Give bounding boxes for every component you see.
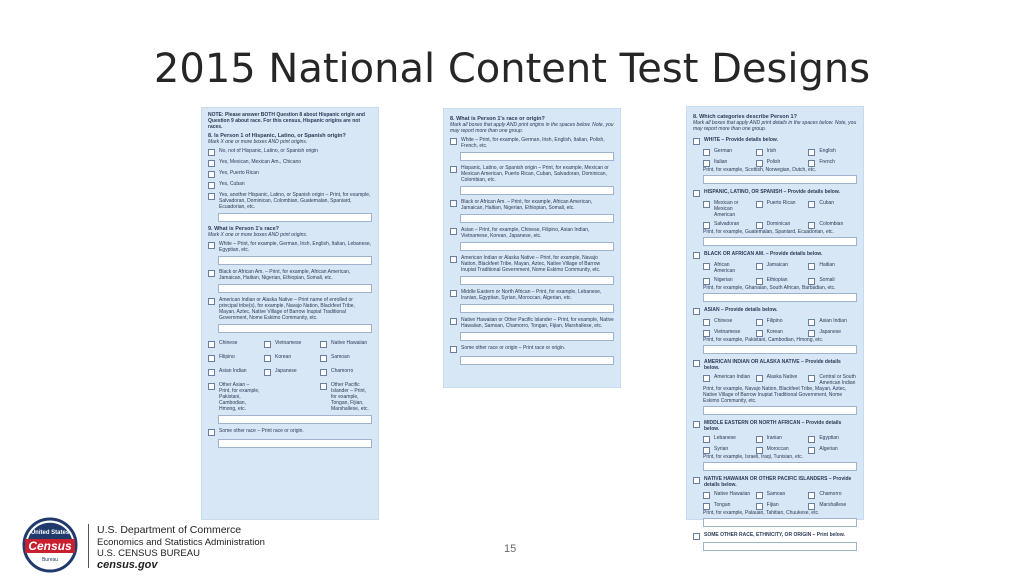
checkbox[interactable] — [320, 341, 327, 348]
form1-q9-option: Black or African Am. – Print, for example, African American, Jamaican, Haitian, Nigerian, Ethiopian, Somali, etc. — [208, 269, 372, 281]
form3-section-header: BLACK OR AFRICAN AM. – Provide details below. — [693, 251, 857, 259]
form3-print-instructions: Print, for example, Scottish, Norwegian, Dutch, etc. — [703, 167, 817, 173]
census-bureau-logo — [22, 517, 78, 573]
write-in-box[interactable] — [703, 293, 857, 302]
write-in-box[interactable] — [460, 332, 614, 341]
slide-title: 2015 National Content Test Designs — [153, 46, 871, 92]
grid-option: Samoan — [320, 354, 372, 362]
write-in-box[interactable] — [460, 186, 614, 195]
dept-line-1: U.S. Department of Commerce — [97, 524, 242, 536]
grid-spacer — [264, 382, 316, 412]
write-in-box[interactable] — [460, 276, 614, 285]
form3-section-header: HISPANIC, LATINO, OR SPANISH – Provide details below. — [693, 189, 857, 197]
checkbox[interactable] — [320, 383, 327, 390]
checkbox[interactable] — [703, 278, 710, 285]
form2-option: Hispanic, Latino, or Spanish origin – Print, for example, Mexican or Mexican American, Puerto Rican, Cuban, Salvadoran, Dominican, Colombian, etc. — [450, 165, 614, 183]
checkbox[interactable] — [450, 166, 457, 173]
form1-other-option: Some other race – Print race or origin. — [208, 428, 372, 436]
checkbox[interactable] — [808, 160, 815, 167]
write-in-box[interactable] — [460, 304, 614, 313]
checkbox[interactable] — [450, 346, 457, 353]
checkbox[interactable] — [703, 436, 710, 443]
write-in-box[interactable] — [460, 214, 614, 223]
form2-option: Asian – Print, for example, Chinese, Filipino, Asian Indian, Vietnamese, Korean, Japanese, etc. — [450, 227, 614, 239]
form3-section-items — [703, 200, 857, 229]
checkbox[interactable] — [756, 447, 763, 454]
checkbox[interactable] — [320, 369, 327, 376]
checkbox[interactable] — [450, 138, 457, 145]
form3-section-items — [703, 491, 857, 510]
form3-item: American Indian — [703, 374, 752, 386]
form3-print-instructions: Print, for example, Pakistani, Cambodian, Hmong, etc. — [703, 337, 824, 343]
form3-section-header: ASIAN – Provide details below. — [693, 307, 857, 315]
form1-q8-instructions: Mark X one or more boxes AND print origins. — [208, 139, 308, 145]
write-in-box[interactable] — [703, 345, 857, 354]
form3-item: Algerian — [808, 446, 857, 454]
form3-item: Nigerian — [703, 277, 752, 285]
checkbox[interactable] — [703, 201, 710, 208]
form1-q8: 8. Is Person 1 of Hispanic, Latino, or Spanish origin? — [208, 133, 346, 139]
checkbox[interactable] — [703, 263, 710, 270]
form3-item: German — [703, 148, 752, 156]
form3-item: Fijian — [756, 502, 805, 510]
write-in-box[interactable] — [703, 175, 857, 184]
form3-sections — [693, 137, 857, 551]
checkbox[interactable] — [693, 308, 700, 315]
checkbox[interactable] — [703, 492, 710, 499]
checkbox[interactable] — [808, 436, 815, 443]
checkbox[interactable] — [703, 503, 710, 510]
checkbox[interactable] — [756, 160, 763, 167]
form3-item: Syrian — [703, 446, 752, 454]
write-in-box[interactable] — [218, 324, 372, 333]
logo-text-main: Census — [28, 539, 72, 553]
checkbox[interactable] — [208, 355, 215, 362]
checkbox[interactable] — [450, 228, 457, 235]
form3-section-header: NATIVE HAWAIIAN OR OTHER PACIFIC ISLANDERS – Provide details below. — [693, 476, 857, 488]
checkbox[interactable] — [693, 138, 700, 145]
checkbox[interactable] — [756, 436, 763, 443]
checkbox[interactable] — [208, 383, 215, 390]
write-in-box[interactable] — [703, 406, 857, 415]
form1-q9-instructions: Mark X one or more boxes AND print origins. — [208, 232, 308, 238]
form3-item: Ethiopian — [756, 277, 805, 285]
census-website[interactable]: census.gov — [97, 558, 158, 571]
logo-text-top: United States — [30, 530, 70, 536]
form2-option: Native Hawaiian or Other Pacific Islander – Print, for example, Native Hawaiian, Samoan, Chamorro, Tongan, Fijian, Marshallese, etc. — [450, 317, 614, 329]
form3-item: Native Hawaiian — [703, 491, 752, 499]
grid-option: Japanese — [264, 368, 316, 376]
form2-q8-instructions: Mark all boxes that apply AND print origins in the spaces below. Note, you may report more than one group. — [450, 122, 614, 134]
form1-q8-option: No, not of Hispanic, Latino, or Spanish origin — [208, 148, 372, 156]
checkbox[interactable] — [208, 160, 215, 167]
form3-section-items — [703, 148, 857, 167]
form3-item: Alaska Native — [756, 374, 805, 386]
form1-q9-option: White – Print, for example, German, Irish, English, Italian, Lebanese, Egyptian, etc. — [208, 241, 372, 253]
form3-item: Salvadoran — [703, 221, 752, 229]
form-design-2 — [443, 108, 621, 388]
write-in-box[interactable] — [218, 439, 372, 448]
form1-q9: 9. What is Person 1's race? — [208, 226, 280, 232]
checkbox[interactable] — [703, 319, 710, 326]
grid-option: Other Asian – Print, for example, Pakistani, Cambodian, Hmong, etc. — [208, 382, 260, 412]
checkbox[interactable] — [703, 160, 710, 167]
checkbox[interactable] — [703, 330, 710, 337]
form3-item: Vietnamese — [703, 329, 752, 337]
form3-item: Japanese — [808, 329, 857, 337]
checkbox[interactable] — [264, 369, 271, 376]
grid-option: Chamorro — [320, 368, 372, 376]
checkbox[interactable] — [808, 263, 815, 270]
checkbox[interactable] — [756, 375, 763, 382]
checkbox[interactable] — [808, 503, 815, 510]
form2-option: Black or African Am. – Print, for example, African American, Jamaican, Haitian, Nigerian, Ethiopian, Somali, etc. — [450, 199, 614, 211]
form3-item: Italian — [703, 159, 752, 167]
checkbox[interactable] — [208, 270, 215, 277]
write-in-box[interactable] — [218, 256, 372, 265]
checkbox[interactable] — [693, 360, 700, 367]
checkbox[interactable] — [208, 242, 215, 249]
form1-q8-option: Yes, Cuban — [208, 181, 372, 189]
form1-note: NOTE: Please answer BOTH Question 8 about Hispanic origin and Question 9 about race. For this census, Hispanic origins are not races. — [208, 112, 365, 130]
dept-line-3: U.S. CENSUS BUREAU — [97, 548, 200, 559]
form1-asian-pacific-grid — [208, 337, 372, 412]
form3-item: Tongan — [703, 502, 752, 510]
checkbox[interactable] — [208, 149, 215, 156]
form3-item: Asian Indian — [808, 318, 857, 326]
form3-item: Jamaican — [756, 262, 805, 274]
checkbox[interactable] — [808, 330, 815, 337]
form3-item: African American — [703, 262, 752, 274]
form3-item: Chinese — [703, 318, 752, 326]
grid-option: Vietnamese — [264, 340, 316, 348]
grid-option: Filipino — [208, 354, 260, 362]
form3-item: Somali — [808, 277, 857, 285]
grid-option: Other Pacific Islander – Print, for example, Tongan, Fijian, Marshallese, etc. — [320, 382, 372, 412]
write-in-box[interactable] — [218, 415, 372, 424]
form1-q9-option: American Indian or Alaska Native – Print name of enrolled or principal tribe(s), for example, Navajo Nation, Blackfeet Tribe, Mayan, Aztec, Native Village of Barrow Inupiat Traditional Government, Nome Eskimo Community, etc. — [208, 297, 372, 321]
form2-option: White – Print, for example, German, Irish, English, Italian, Polish, French, etc. — [450, 137, 614, 149]
checkbox[interactable] — [450, 290, 457, 297]
checkbox[interactable] — [450, 318, 457, 325]
checkbox[interactable] — [208, 182, 215, 189]
write-in-box[interactable] — [460, 242, 614, 251]
checkbox[interactable] — [756, 492, 763, 499]
logo-text-bottom: Bureau — [41, 557, 59, 563]
checkbox[interactable] — [756, 222, 763, 229]
checkbox[interactable] — [808, 447, 815, 454]
form3-print-instructions: Print, for example, Guatemalan, Spaniard, Ecuadorian, etc. — [703, 229, 834, 235]
form3-item: Lebanese — [703, 435, 752, 443]
form3-section-items — [703, 435, 857, 454]
form3-item: Cuban — [808, 200, 857, 218]
form1-q8-option: Yes, Puerto Rican — [208, 170, 372, 178]
checkbox[interactable] — [703, 447, 710, 454]
form3-section-items — [703, 374, 857, 386]
form3-section-header: MIDDLE EASTERN OR NORTH AFRICAN – Provide details below. — [693, 420, 857, 432]
form3-item: English — [808, 148, 857, 156]
form3-item: Marshallese — [808, 502, 857, 510]
checkbox[interactable] — [208, 341, 215, 348]
checkbox[interactable] — [756, 503, 763, 510]
form3-print-instructions: Print, for example, Palauan, Tahitian, Chuukese, etc. — [703, 510, 820, 516]
checkbox[interactable] — [208, 298, 215, 305]
checkbox[interactable] — [703, 375, 710, 382]
form3-item: Haitian — [808, 262, 857, 274]
checkbox[interactable] — [756, 330, 763, 337]
checkbox[interactable] — [808, 319, 815, 326]
checkbox[interactable] — [450, 256, 457, 263]
grid-option: Korean — [264, 354, 316, 362]
grid-option: Chinese — [208, 340, 260, 348]
write-in-box[interactable] — [460, 356, 614, 365]
form3-print-instructions: Print, for example, Navajo Nation, Blackfeet Tribe, Mayan, Aztec, Native Village of Barrow Inupiat Traditional Government, Nome Eskimo Community, etc. — [703, 386, 847, 404]
checkbox[interactable] — [808, 201, 815, 208]
checkbox[interactable] — [756, 278, 763, 285]
checkbox[interactable] — [450, 200, 457, 207]
form2-option: Some other race or origin – Print race or origin. — [450, 345, 614, 353]
checkbox[interactable] — [808, 375, 815, 382]
checkbox[interactable] — [703, 222, 710, 229]
form3-item: Colombian — [808, 221, 857, 229]
form3-section-items — [703, 262, 857, 285]
checkbox[interactable] — [693, 421, 700, 428]
write-in-box[interactable] — [703, 518, 857, 527]
checkbox[interactable] — [693, 252, 700, 259]
form3-print-instructions: Print, for example, Ghanaian, South African, Barbadian, etc. — [703, 285, 836, 291]
form-design-3 — [686, 106, 864, 538]
page-number: 15 — [504, 543, 517, 555]
write-in-box[interactable] — [218, 213, 372, 222]
form3-item: Polish — [756, 159, 805, 167]
form3-section-header: AMERICAN INDIAN OR ALASKA NATIVE – Provide details below. — [693, 359, 857, 371]
checkbox[interactable] — [320, 355, 327, 362]
checkbox[interactable] — [264, 355, 271, 362]
checkbox[interactable] — [693, 477, 700, 484]
form3-item: Korean — [756, 329, 805, 337]
form-design-1 — [201, 107, 379, 520]
form3-item: Egyptian — [808, 435, 857, 443]
checkbox[interactable] — [208, 193, 215, 200]
checkbox[interactable] — [808, 278, 815, 285]
form3-section-header: SOME OTHER RACE, ETHNICITY, OR ORIGIN – Print below. — [693, 532, 857, 540]
form3-item: Chamorro — [808, 491, 857, 499]
checkbox[interactable] — [808, 149, 815, 156]
form3-q8-instructions: Mark all boxes that apply AND print details in the spaces below. Note, you may report more than one group. — [693, 120, 857, 132]
form3-item: Mexican or Mexican American — [703, 200, 752, 218]
footer-divider — [88, 524, 89, 568]
form3-item: French — [808, 159, 857, 167]
form3-item: Dominican — [756, 221, 805, 229]
form3-item: Iranian — [756, 435, 805, 443]
checkbox[interactable] — [756, 319, 763, 326]
write-in-box[interactable] — [703, 237, 857, 246]
form3-q8: 8. Which categories describe Person 1? — [693, 114, 797, 120]
form3-section-items — [703, 318, 857, 337]
form3-item: Puerto Rican — [756, 200, 805, 218]
write-in-box[interactable] — [703, 462, 857, 471]
form3-item: Moroccan — [756, 446, 805, 454]
checkbox[interactable] — [264, 341, 271, 348]
form1-q8-option: Yes, Mexican, Mexican Am., Chicano — [208, 159, 372, 167]
checkbox[interactable] — [208, 429, 215, 436]
checkbox[interactable] — [756, 149, 763, 156]
write-in-box[interactable] — [460, 152, 614, 161]
checkbox[interactable] — [756, 263, 763, 270]
checkbox[interactable] — [808, 222, 815, 229]
checkbox[interactable] — [208, 369, 215, 376]
checkbox[interactable] — [208, 171, 215, 178]
write-in-box[interactable] — [218, 284, 372, 293]
form3-item: Central or South American Indian — [808, 374, 857, 386]
form1-q8-option: Yes, another Hispanic, Latino, or Spanish origin – Print, for example, Salvadoran, Dominican, Colombian, Guatemalan, Spaniard, Ecuadorian, etc. — [208, 192, 372, 210]
grid-option: Native Hawaiian — [320, 340, 372, 348]
form3-item: Filipino — [756, 318, 805, 326]
form3-section-header: WHITE – Provide details below. — [693, 137, 857, 145]
checkbox[interactable] — [703, 149, 710, 156]
form2-q8: 8. What is Person 1's race or origin? — [450, 116, 545, 122]
department-block — [97, 525, 265, 571]
form3-item: Irish — [756, 148, 805, 156]
checkbox[interactable] — [756, 201, 763, 208]
grid-option: Asian Indian — [208, 368, 260, 376]
form2-option: American Indian or Alaska Native – Print, for example, Navajo Nation, Blackfeet Tribe, Mayan, Aztec, Native Village of Barrow Inupiat Traditional Government, Nome Eskimo Community, etc. — [450, 255, 614, 273]
checkbox[interactable] — [693, 533, 700, 540]
write-in-box[interactable] — [703, 542, 857, 551]
dept-line-2: Economics and Statistics Administration — [97, 536, 265, 548]
form3-print-instructions: Print, for example, Israeli, Iraqi, Tunisian, etc. — [703, 454, 804, 460]
checkbox[interactable] — [808, 492, 815, 499]
checkbox[interactable] — [693, 190, 700, 197]
form3-item: Samoan — [756, 491, 805, 499]
form2-option: Middle Eastern or North African – Print, for example, Lebanese, Iranian, Egyptian, Syrian, Moroccan, Algerian, etc. — [450, 289, 614, 301]
